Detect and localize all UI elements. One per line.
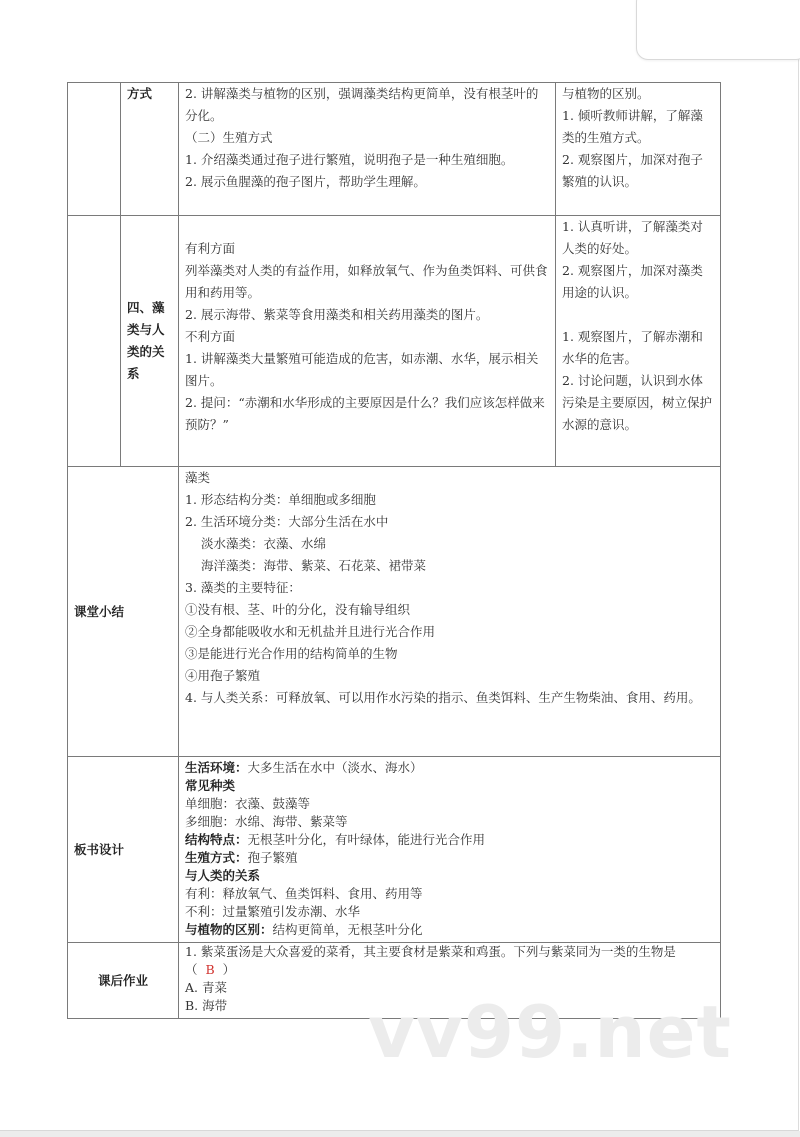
board-line: 单细胞：衣藻、鼓藻等	[185, 796, 311, 811]
teacher-line: 2. 展示鱼腥藻的孢子图片，帮助学生理解。	[185, 174, 426, 189]
student-line-spacer	[562, 304, 714, 326]
board-line: 与人类的关系	[185, 868, 261, 883]
student-line: 2. 讨论问题，认识到水体污染是主要原因，树立保护水源的意识。	[562, 373, 713, 432]
board-line: 生殖方式：孢子繁殖	[185, 850, 298, 865]
summary-line: ②全身都能吸收水和无机盐并且进行光合作用	[185, 624, 436, 639]
summary-line: ①没有根、茎、叶的分化，没有输导组织	[185, 602, 411, 617]
summary-line: ③是能进行光合作用的结构简单的生物	[185, 646, 398, 661]
step-label-cell	[121, 83, 179, 216]
student-line: 1. 认真听讲，了解藻类对人类的好处。	[562, 219, 703, 256]
board-content-cell	[179, 757, 721, 943]
student-line: 2. 观察图片，加深对孢子繁殖的认识。	[562, 152, 703, 189]
board-label-cell	[68, 757, 179, 943]
watermark-text: vv99.net	[368, 990, 732, 1074]
homework-label: 课后作业	[97, 972, 148, 988]
homework-label-cell	[68, 943, 179, 1019]
table-row-homework	[68, 943, 721, 1019]
teacher-activity-cell	[179, 83, 556, 216]
teacher-line: 有利方面	[185, 241, 236, 256]
homework-answer: B	[205, 962, 215, 977]
student-line: 1. 观察图片，了解赤潮和水华的危害。	[562, 329, 703, 366]
student-line: 1. 倾听教师讲解，了解藻类的生殖方式。	[562, 108, 703, 145]
homework-question: 1. 紫菜蛋汤是大众喜爱的菜肴，其主要食材是紫菜和鸡蛋。下列与紫菜同为一类的生物是（ B ）	[185, 944, 676, 977]
summary-label-cell	[68, 467, 179, 757]
teacher-line: 1. 讲解藻类大量繁殖可能造成的危害，如赤潮、水华，展示相关图片。	[185, 351, 539, 388]
summary-line: 4. 与人类关系：可释放氧、可以用作水污染的指示、鱼类饵料、生产生物柴油、食用、药用。	[185, 690, 701, 705]
section-cell	[68, 216, 121, 467]
summary-line: 藻类	[185, 470, 211, 485]
summary-line: ④用孢子繁殖	[185, 668, 261, 683]
teacher-line: （二）生殖方式	[185, 130, 273, 145]
homework-option: B. 海带	[185, 998, 228, 1013]
summary-content-cell	[179, 467, 721, 757]
board-line: 结构特点：无根茎叶分化，有叶绿体，能进行光合作用	[185, 832, 486, 847]
top-right-panel	[636, 0, 800, 60]
homework-option: A. 青菜	[185, 980, 227, 995]
teacher-line: 2. 展示海带、紫菜等食用藻类和相关药用藻类的图片。	[185, 307, 489, 322]
step-label: 方式	[127, 86, 153, 101]
board-line: 生活环境：大多生活在水中（淡水、海水）	[185, 760, 423, 775]
board-line: 多细胞：水绵、海带、紫菜等	[185, 814, 348, 829]
section-cell	[68, 83, 121, 216]
board-label: 板书设计	[74, 841, 125, 857]
table-row-reproduction	[68, 83, 721, 216]
summary-line: 3. 藻类的主要特征：	[185, 580, 301, 595]
summary-line: 海洋藻类：海带、紫菜、石花菜、裙带菜	[201, 558, 427, 573]
step-label-cell	[121, 216, 179, 467]
page-bottom-edge	[0, 1131, 800, 1137]
student-activity-cell	[556, 216, 721, 467]
table-row-board-design	[68, 757, 721, 943]
board-line: 不利：过量繁殖引发赤潮、水华	[185, 904, 361, 919]
teacher-line: 不利方面	[185, 329, 236, 344]
homework-content-cell	[179, 943, 721, 1019]
teacher-line: 2. 讲解藻类与植物的区别，强调藻类结构更简单，没有根茎叶的分化。	[185, 86, 539, 123]
summary-label: 课堂小结	[74, 603, 125, 619]
teacher-activity-cell	[179, 216, 556, 467]
teacher-line: 2. 提问：“赤潮和水华形成的主要原因是什么？我们应该怎样做来预防？”	[185, 395, 545, 432]
board-line: 与植物的区别：结构更简单，无根茎叶分化	[185, 922, 423, 937]
board-line: 常见种类	[185, 778, 236, 793]
lesson-plan-table	[67, 82, 721, 1019]
student-activity-cell	[556, 83, 721, 216]
student-line: 与植物的区别。	[562, 86, 650, 101]
board-line: 有利：释放氧气、鱼类饵料、食用、药用等	[185, 886, 423, 901]
teacher-line: 1. 介绍藻类通过孢子进行繁殖，说明孢子是一种生殖细胞。	[185, 152, 514, 167]
summary-line: 淡水藻类：衣藻、水绵	[201, 536, 327, 551]
table-row-summary	[68, 467, 721, 757]
teacher-line: 列举藻类对人类的有益作用，如释放氧气、作为鱼类饵料、可供食用和药用等。	[185, 263, 548, 300]
table-row-relation	[68, 216, 721, 467]
step-label: 四、藻类与人类的关系	[127, 300, 165, 381]
student-line: 2. 观察图片，加深对藻类用途的认识。	[562, 263, 703, 300]
summary-line: 2. 生活环境分类：大部分生活在水中	[185, 514, 389, 529]
summary-line: 1. 形态结构分类：单细胞或多细胞	[185, 492, 376, 507]
